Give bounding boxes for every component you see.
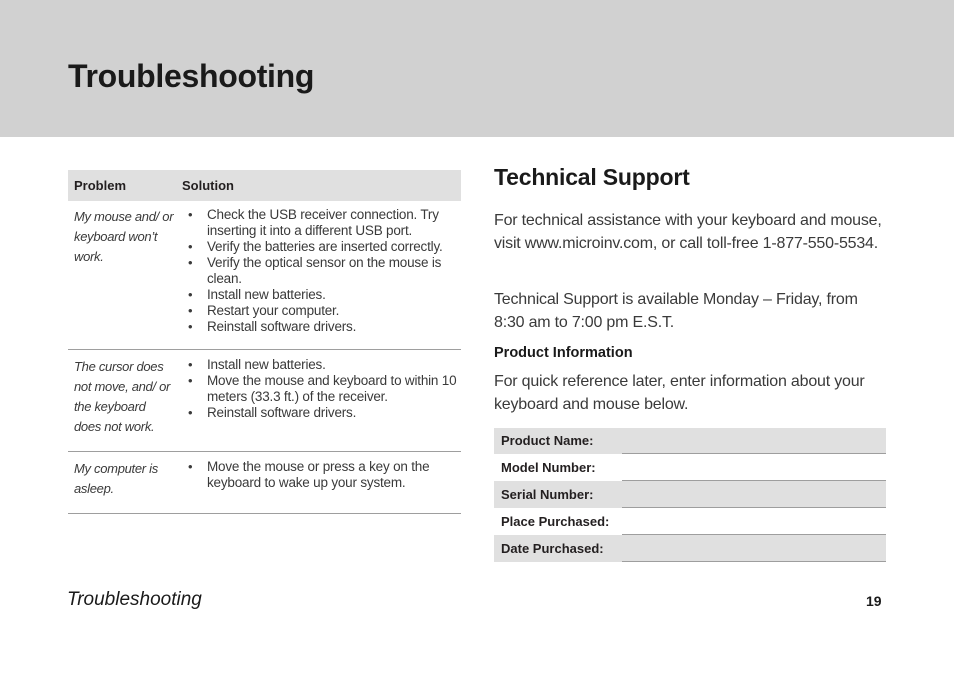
troubleshooting-table [68,170,461,514]
solution-item [181,319,461,335]
solution-item [181,255,461,287]
place-purchased-field[interactable] [622,508,886,535]
product-information-form [494,428,886,562]
solution-list [181,207,461,335]
technical-support-contact-text: For technical assistance with your keyboard and mouse, visit www.microinv.com, or call toll-free 1-877-550-5534. [494,212,882,252]
solution-item [181,373,461,405]
page-number: 19 [866,593,882,609]
solution-cell [175,452,461,514]
technical-support-hours-text: Technical Support is available Monday – Friday, from 8:30 am to 7:00 pm E.S.T. [494,291,858,331]
solution-text: Verify the batteries are inserted correctly. [207,239,443,254]
solution-text: Move the mouse and keyboard to within 10 meters (33.3 ft.) of the receiver. [207,373,457,404]
bullet-icon: • [188,255,193,270]
bullet-icon: • [188,303,193,318]
table-header-row [68,170,461,201]
solution-text: Restart your computer. [207,303,340,318]
solution-item [181,239,461,255]
problem-cell: My mouse and/ or keyboard won’t work. [68,201,175,350]
form-row [494,508,886,535]
solution-item [181,207,461,239]
solution-text: Install new batteries. [207,287,326,302]
solution-cell [175,350,461,452]
solution-list [181,459,461,491]
solution-list [181,357,461,421]
problem-cell: My computer is asleep. [68,452,175,514]
solution-item [181,405,461,421]
table-row [68,350,461,452]
product-name-label: Product Name: [494,428,622,454]
date-purchased-label: Date Purchased: [494,535,622,562]
bullet-icon: • [188,239,193,254]
model-number-field[interactable] [622,454,886,481]
solution-text: Check the USB receiver connection. Try inserting it into a different USB port. [207,207,439,238]
bullet-icon: • [188,405,193,420]
product-information-text: For quick reference later, enter information about your keyboard and mouse below. [494,373,865,413]
solution-cell [175,201,461,350]
solution-text: Verify the optical sensor on the mouse is clean. [207,255,442,286]
solution-item [181,303,461,319]
bullet-icon: • [188,207,193,222]
serial-number-label: Serial Number: [494,481,622,508]
solution-text: Reinstall software drivers. [207,319,357,334]
technical-support-heading: Technical Support [494,164,690,190]
solution-text: Reinstall software drivers. [207,405,357,420]
footer-section-title: Troubleshooting [67,589,202,610]
form-row [494,535,886,562]
bullet-icon: • [188,357,193,372]
place-purchased-label: Place Purchased: [501,514,610,529]
form-row [494,454,886,481]
bullet-icon: • [188,287,193,302]
form-row [494,428,886,454]
problem-cell: The cursor does not move, and/ or the keyboard does not work. [68,350,175,452]
solution-item [181,459,461,491]
product-name-field[interactable] [622,428,886,454]
solution-column-header: Solution [175,170,461,201]
bullet-icon: • [188,319,193,334]
form-row [494,481,886,508]
bullet-icon: • [188,373,193,388]
table-row [68,452,461,514]
product-information-heading: Product Information [494,345,633,361]
bullet-icon: • [188,459,193,474]
model-number-label: Model Number: [501,460,596,475]
date-purchased-field[interactable] [622,535,886,562]
solution-text: Install new batteries. [207,357,326,372]
problem-column-header: Problem [68,170,175,201]
page-title: Troubleshooting [68,58,315,94]
solution-item [181,357,461,373]
solution-text: Move the mouse or press a key on the keyboard to wake up your system. [207,459,430,490]
serial-number-field[interactable] [622,481,886,508]
solution-item [181,287,461,303]
table-row [68,201,461,350]
